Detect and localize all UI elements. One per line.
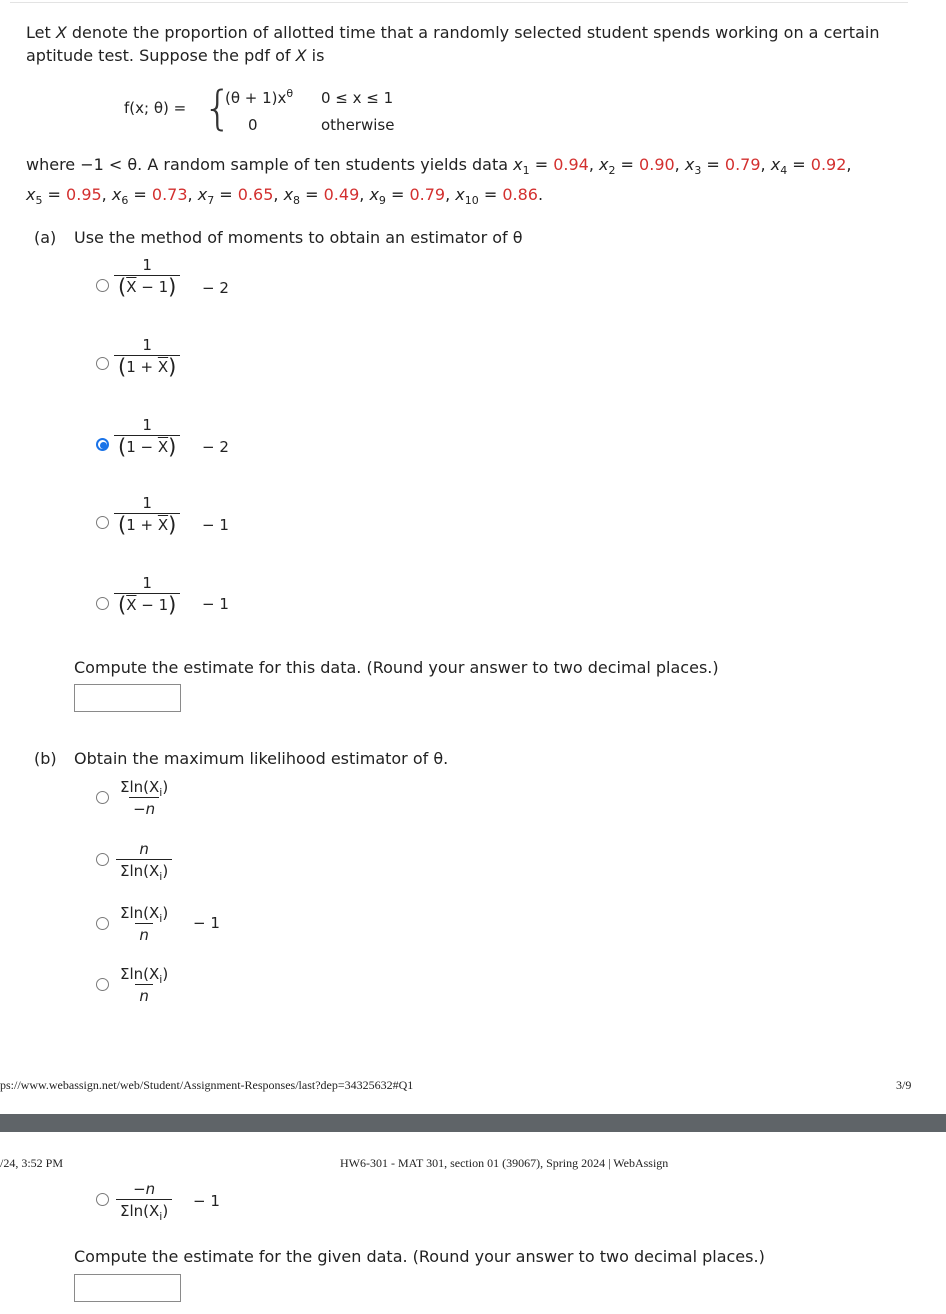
top-divider [10,2,908,3]
intro-line-1: Let X denote the proportion of allotted time that a randomly selected student spends working on a certain [26,23,880,42]
part-b-answer-input[interactable] [74,1274,181,1302]
part-a-option-4-radio[interactable] [96,516,109,529]
part-a-option-1-fraction: $\frac{1}{(\overline{X} - 1)}$ [114,256,180,297]
part-b-option-2-fraction: $\frac{n}{\Sigma\ln(X_i)}$ [116,840,172,881]
pdf-case2-expr: 0 [248,116,258,134]
part-a-option-4-tail: − 1 [202,516,229,534]
sample-7: $x_7 = 0.65$, [197,185,279,207]
pdf-case2-condition: otherwise [321,116,395,134]
sample-4: $x_4 = 0.92$, [770,155,852,177]
part-a-answer-input[interactable] [74,684,181,712]
print-footer-page-number: 3/9 [896,1078,912,1092]
print-header-datetime: /24, 3:52 PM [0,1156,64,1170]
pdf-case1-expr: $(\theta + 1)x^\theta$ [225,87,294,107]
part-a-prompt: Use the method of moments to obtain an estimator of θ [74,228,523,247]
sample-8: $x_8 = 0.49$, [283,185,365,207]
sample-6: $x_6 = 0.73$, [111,185,193,207]
part-b-option-5-fraction: $\frac{-n}{\Sigma\ln(X_i)}$ [116,1180,172,1221]
part-b-label: (b) [34,749,57,768]
part-b-option-5-tail: − 1 [193,1192,220,1210]
print-header-title: HW6-301 - MAT 301, section 01 (39067), Spring 2024 | WebAssign [340,1156,669,1170]
page-break-bar [0,1114,946,1132]
part-b-option-5-radio[interactable] [96,1193,109,1206]
part-b-option-4-fraction: $\frac{\Sigma\ln(X_i)}{n}$ [120,965,169,1005]
part-b-option-1-fraction: $\frac{\Sigma\ln(X_i)}{-n}$ [120,778,169,818]
part-b-prompt: Obtain the maximum likelihood estimator of θ. [74,749,449,768]
sample-5: $x_5 = 0.95$, [26,185,107,207]
part-a-option-4-fraction: $\frac{1}{(1 + \overline{X})}$ [114,494,180,535]
part-a-compute-prompt: Compute the estimate for this data. (Round your answer to two decimal places.) [74,658,719,677]
sample-3: $x_3 = 0.79$, [684,155,766,177]
part-a-label: (a) [34,228,57,247]
part-b-option-3-radio[interactable] [96,917,109,930]
part-a-option-5-radio[interactable] [96,597,109,610]
sample-9: $x_9 = 0.79$, [369,185,451,207]
part-b-option-1-radio[interactable] [96,791,109,804]
part-a-option-3-radio[interactable] [96,438,109,451]
part-a-option-1-tail: − 2 [202,279,229,297]
pdf-brace: { [203,81,233,135]
part-a-option-5-fraction: $\frac{1}{(\overline{X} - 1)}$ [114,574,180,615]
data-line-1: where −1 < θ. A random sample of ten students yields data $x_1 = 0.94$, $x_2 = 0.90$, $x_3 = 0.79$, $x_4 = 0.92$, [26,155,852,177]
part-b-compute-prompt: Compute the estimate for the given data. (Round your answer to two decimal places.) [74,1247,765,1266]
part-b-option-4-radio[interactable] [96,978,109,991]
sample-2: $x_2 = 0.90$, [599,155,680,177]
part-b-option-3-tail: − 1 [193,914,220,932]
intro-line-2: aptitude test. Suppose the pdf of X is [26,46,325,65]
part-a-option-1-radio[interactable] [96,279,109,292]
part-a-option-3-tail: − 2 [202,438,229,456]
sample-1: $x_1 = 0.94$, [513,155,594,177]
data-line-2 [26,183,543,206]
pdf-case1-condition: 0 ≤ x ≤ 1 [321,89,394,107]
pdf-lhs: f(x; θ) = [124,99,187,117]
sample-10: $x_{10} = 0.86$. [455,185,544,207]
print-footer-url: ps://www.webassign.net/web/Student/Assignment-Responses/last?dep=34325632#Q1 [0,1078,414,1092]
part-b-option-3-fraction: $\frac{\Sigma\ln(X_i)}{n}$ [120,904,169,944]
part-a-option-5-tail: − 1 [202,595,229,613]
part-b-option-2-radio[interactable] [96,853,109,866]
part-a-option-2-radio[interactable] [96,357,109,370]
part-a-option-3-fraction: $\frac{1}{(1 - \overline{X})}$ [114,416,180,457]
part-a-option-2-fraction: $\frac{1}{(1 + \overline{X})}$ [114,336,180,377]
